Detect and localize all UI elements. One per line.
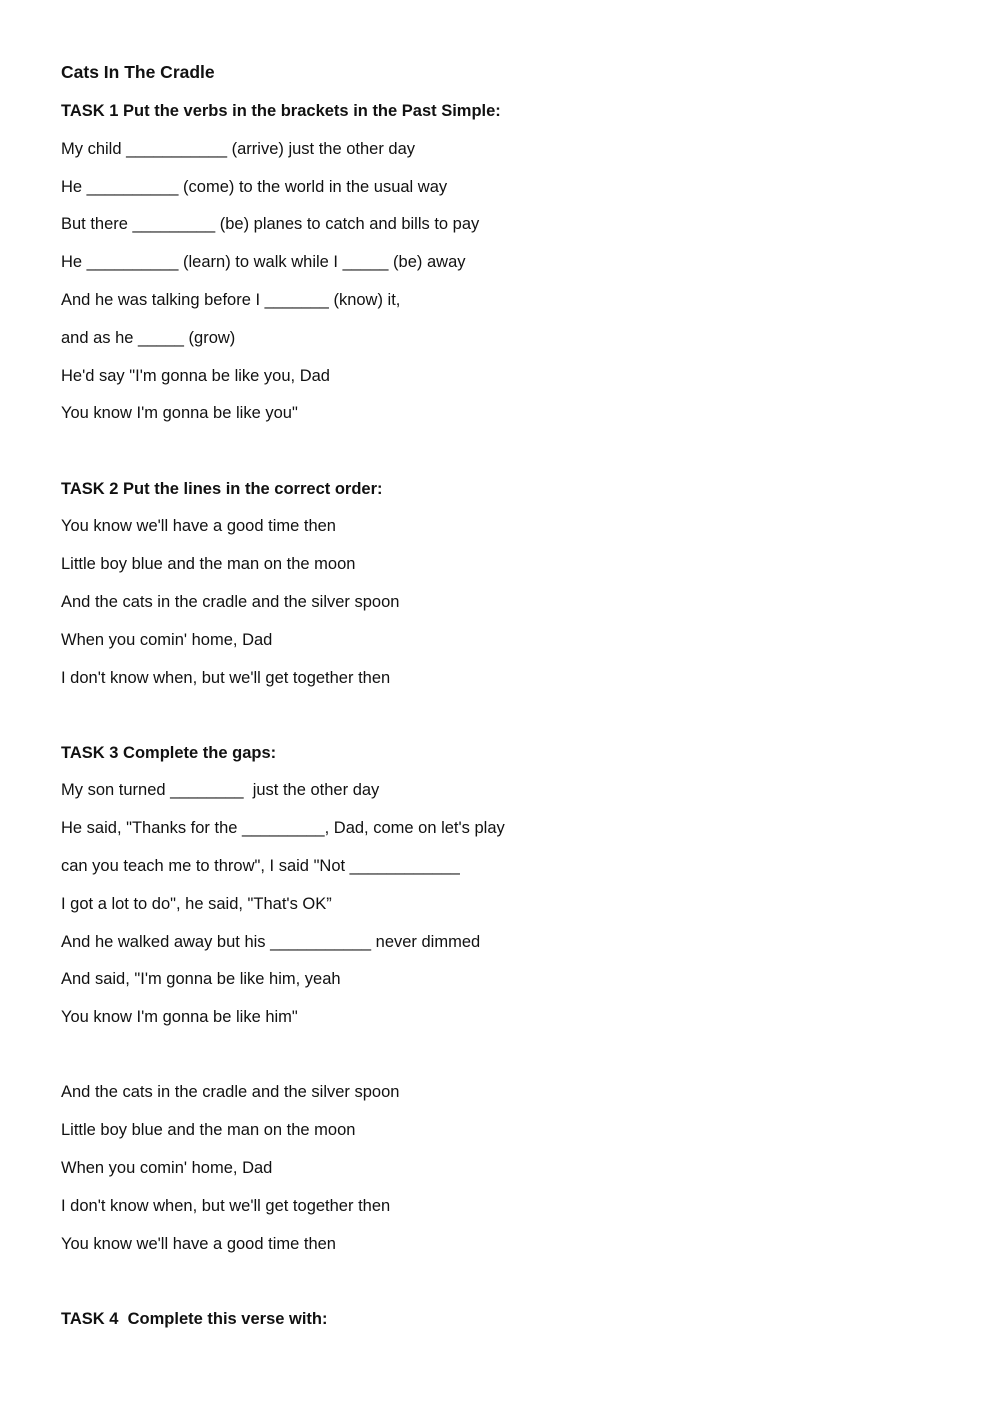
task1-heading: TASK 1 Put the verbs in the brackets in the Past Simple:	[61, 102, 501, 120]
chorus-line: You know we'll have a good time then	[61, 1235, 336, 1253]
worksheet-title: Cats In The Cradle	[61, 62, 215, 82]
chorus-line: When you comin' home, Dad	[61, 1159, 273, 1177]
task1-line: He'd say "I'm gonna be like you, Dad	[61, 367, 330, 385]
task3-line: And said, "I'm gonna be like him, yeah	[61, 970, 341, 988]
chorus-line: Little boy blue and the man on the moon	[61, 1121, 356, 1139]
task1-line: and as he _____ (grow)	[61, 329, 236, 347]
task3-line: And he walked away but his ___________ never dimmed	[61, 933, 481, 951]
chorus-line: I don't know when, but we'll get together then	[61, 1197, 391, 1215]
task2-line: And the cats in the cradle and the silver spoon	[61, 593, 400, 611]
chorus-line: And the cats in the cradle and the silver spoon	[61, 1083, 400, 1101]
task2-line: You know we'll have a good time then	[61, 517, 336, 535]
task3-line: He said, "Thanks for the _________, Dad, come on let's play	[61, 819, 505, 837]
task1-line: He __________ (learn) to walk while I _____ (be) away	[61, 253, 466, 271]
task3-heading: TASK 3 Complete the gaps:	[61, 744, 277, 762]
task2-line: When you comin' home, Dad	[61, 631, 273, 649]
task3-line: My son turned ________ just the other day	[61, 781, 380, 799]
task2-heading: TASK 2 Put the lines in the correct order:	[61, 480, 383, 498]
task1-line: And he was talking before I _______ (know) it,	[61, 291, 401, 309]
task3-line: I got a lot to do", he said, "That's OK”	[61, 895, 332, 913]
task3-line: You know I'm gonna be like him"	[61, 1008, 298, 1026]
task3-line: can you teach me to throw", I said "Not ____________	[61, 857, 460, 875]
task1-line: You know I'm gonna be like you"	[61, 404, 298, 422]
task1-line: He __________ (come) to the world in the usual way	[61, 178, 448, 196]
task4-heading: TASK 4 Complete this verse with:	[61, 1310, 328, 1328]
task1-line: My child ___________ (arrive) just the other day	[61, 140, 416, 158]
task2-line: Little boy blue and the man on the moon	[61, 555, 356, 573]
task1-line: But there _________ (be) planes to catch and bills to pay	[61, 215, 480, 233]
task2-line: I don't know when, but we'll get together then	[61, 669, 391, 687]
